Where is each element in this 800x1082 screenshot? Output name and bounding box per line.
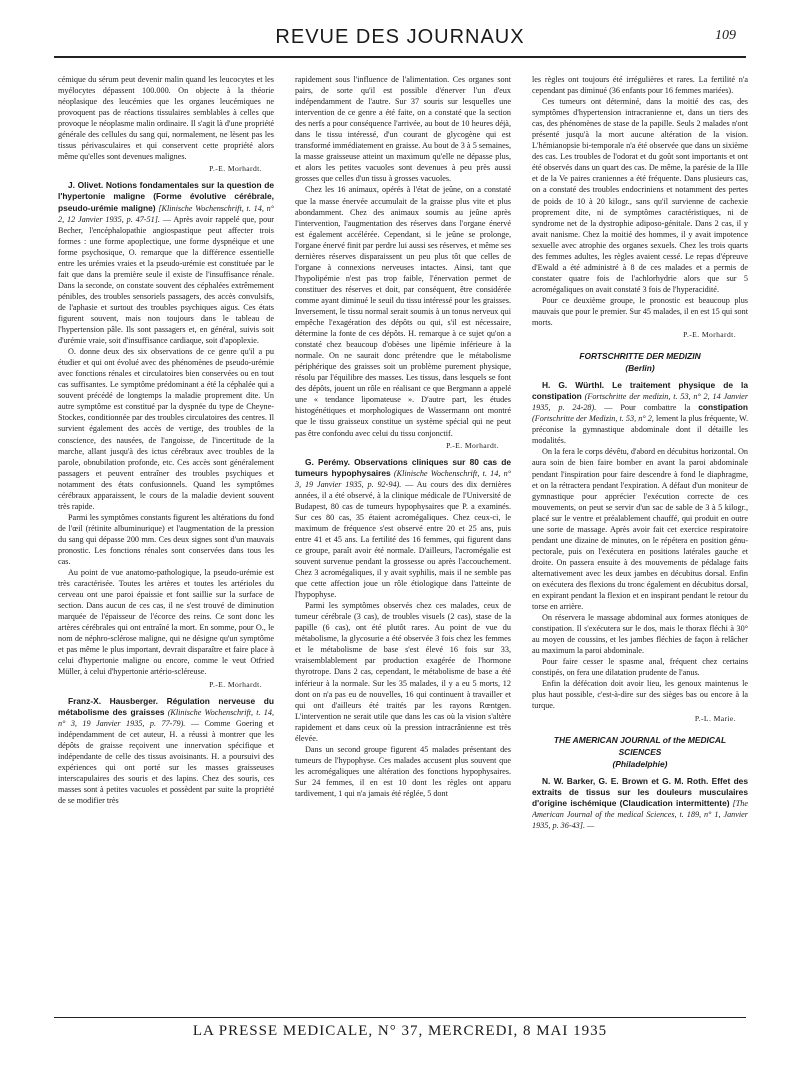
paragraph: Au point de vue anatomo-pathologique, la pseudo-urémie est très caractérisée. Toutes les artères et toutes les artérioles du cerveau ont une paroi épaissie et font saillie sur la surface de section. Dans aucun de ces cas, il ne s'est trouvé de diminution marquée de l'épaisseur de l'écorce des reins. Ce sont donc les artères cérébrales qui ont entraîné la mort. En somme, pour O., le nom de néphro-sclérose maligne, qui ne désigne qu'un symptôme et pas même le plus important, devrait disparaître et faire place à celui d'hypertonie maligne ou encore, comme le veut Otfried Müller, à celui d'hypertonie artério-scléreuse.	[58, 568, 274, 677]
article-heading: J. Olivet. Notions fondamentales sur la question de l'hypertonie maligne (Forme évolutive cérébrale, pseudo-urémie maligne)	[58, 180, 274, 213]
column-1	[58, 74, 274, 1010]
journal-section-heading	[532, 734, 748, 770]
paragraph: O. donne deux des six observations de ce genre qu'il a pu étudier et qui ont évolué avec des phénomènes de pseudo-urémie avec fonctions rénales et circulatoires bien conservées ou en tout cas suffisantes. Le symptôme prédominant a été la céphalée qui a souvent précédé de longtemps la maladie proprement dite. Un autre symptôme est constitué par la dyspnée du type de Cheyne-Stockes, conditionnée par des troubles circulatoires des centres. Il survient également des accès de vertige, des troubles de la conscience, des nausées, de l'angoisse, de l'incertitude de la marche, allant jusqu'à des ictus cérébraux avec troubles de la parole, obnubilation profonde, etc. Ces accès sont généralement passagers et peuvent entraîner des troubles psychiques et notamment des états confusionnels. Quand les symptômes cérébraux apparaissent, le cours de la maladie devient souvent très rapide.	[58, 347, 274, 511]
article-reference: [Klinische Wochenschrift, t. 14, n° 2, 12 Janvier 1935, p. 47-51].	[58, 203, 274, 224]
running-header	[54, 22, 746, 58]
paragraph: rapidement sous l'influence de l'alimentation. Ces organes sont pairs, de sorte qu'il est possible d'énerver l'un d'eux indépendamment de l'autre. Sur 37 souris sur lesquelles une intervention de ce genre a été faite, on a constaté que la section des nerfs a pour conséquence l'arrivée, au bout de 10 heures déjà, dans le tissu intéressé, d'un courant de glycogène qui est transformé immédiatement en graisse. Au bout de 3 à 5 semaines, la masse graisseuse atteint un maximum qu'elle ne dépasse plus, et alors les petites vacuoles sont devenues à peu près aussi grosses que celles d'un tissu à grosses vacuoles.	[295, 75, 511, 184]
column-2	[295, 74, 511, 1010]
paragraph: — Au cours des dix dernières années, il a été observé, à la clinique médicale de l'Université de Budapest, 80 cas de tumeurs hypophysaires que P. a examinés. Sur ces 80 cas, 35 étaient acromégaliques. Chez ceux-ci, le maximum de fréquence s'est observé entre 20 et 25 ans, puis entre 41 et 45 ans. La fertilité des 16 femmes, qui figurent dans ce groupe, paraît avoir été normale. D'ailleurs, l'acromégalie est souvent survenue pendant la grossesse ou après l'accouchement. Chez 3 acromégaliques, il y avait syphilis, mais il ne semble pas que cette affection joue un rôle étiologique dans l'atteinte de l'hypophyse.	[295, 479, 511, 600]
article-reference: [The American Journal of the medical Sciences, t. 189, n° 1, Janvier 1935, p. 36-43]. —	[532, 798, 748, 830]
column-3	[532, 74, 748, 1010]
paragraph: lement la plus fréquente, W. préconise la gymnastique abdominale dont il détaille les modalités.	[532, 414, 748, 446]
header-rule	[54, 56, 746, 58]
author-signature: P.-E. Morhardt.	[446, 440, 499, 450]
article-hausberger	[58, 696, 274, 806]
article-heading: N. W. Barker, G. E. Brown et G. M. Roth. Effet des extraits de tissus sur les douleurs musculaires d'origine ischémique (Claudication intermittente)	[532, 775, 748, 808]
paragraph: Pour faire cesser le spasme anal, fréquent chez certains constipés, on fera une dilatation prudente de l'anus.	[532, 657, 748, 678]
paragraph: — Après avoir rappelé que, pour Becher, l'encéphalopathie angiospastique peut affecter trois formes : une forme apoplectique, une forme dyspnéique et une forme psychosique, O. remarque que la différence essentielle entre les urémies vraies et la pseudo-urémie est constituée par le fait que dans la première seule il existe de l'insuffisance rénale. Dans la seconde, on constate souvent des céphalées extrêmement pénibles, des troubles sensoriels passagers, des accès convulsifs, de l'aphasie et surtout des troubles psychiques aigus. Ces états figurent souvent, mais non toujours dans le tableau de l'hypertension pâle. Ils sont passagers et, en général, suivis soit d'urémie vraie, soit d'insuffisance cardiaque, soit d'apoplexie.	[58, 214, 274, 346]
paragraph: On la fera le corps dévêtu, d'abord en décubitus horizontal. On aura soin de bien faire bomber en avant la paroi abdominale pendant l'inspiration pour faire descendre à fond le diaphragme, et on la rétractera pendant l'expiration. A défaut d'un moniteur de gymnastique pour apprécier l'exécution correcte de ces mouvements, on peut se servir d'un sac de sable de 3 à 5 kilogr., placé sur le ventre et préalablement chauffé, qui produit en outre une sorte de massage. Après avoir fait cet exercice respiratoire pendant une dizaine de minutes, on le répétera en position génu-pectorale, puis on l'exécutera en positions latérales gauche et droite. On passera ensuite à des mouvements de pédalage faits alternativement avec les deux jambes en décubitus dorsal. Enfin on exécutera des flexions du tronc également en décubitus dorsal, en expirant pendant la flexion et en inspirant pendant le retour du torse en arrière.	[532, 447, 748, 612]
article-peremy	[295, 457, 511, 601]
article-wurthl	[532, 380, 748, 446]
paragraph: Parmi les symptômes observés chez ces malades, ceux de tumeur cérébrale (3 cas), de troubles visuels (2 cas), stase de la papille (6 cas), ont été plutôt rares. Au point de vue du métabolisme, la glycosurie a été observée 3 fois chez les femmes et le métabolisme de base s'est élevé 16 fois sur 33, vraisemblablement par production exagérée de l'hormone thyrotrope. Dans 2 cas, cependant, le métabolisme de base a été inférieur à la normale. Sur les 35 malades, il y a eu 5 morts, 12 dont on n'a pas eu de nouvelles, 16 qui continuent à travailler et qui ont d'ailleurs été traités par les rayons Rœntgen. L'intervention ne serait utile que dans les cas où la vision s'altère rapidement et dans ceux où la pression intracrânienne est très élevée.	[295, 601, 511, 743]
journal-city: (Philadelphie)	[612, 758, 668, 769]
journal-name: THE AMERICAN JOURNAL of the MEDICAL SCIENCES	[553, 734, 727, 757]
footer-rule	[54, 1017, 746, 1018]
running-footer	[54, 1017, 746, 1047]
article-olivet	[58, 180, 274, 346]
paragraph: Chez les 16 animaux, opérés à l'état de jeûne, on a constaté que la masse énervée accumulait de la graisse plus vite et plus abondamment. Chez des animaux soumis au jeûne après l'intervention, l'augmentation des réserves dans l'organe énervé est également accélérée. Cependant, si le jeûne se prolonge, l'organe énervé finit par perdre lui aussi ses réserves, et même ses dernières réserves disparaissent un peu plus tôt que celles de l'organe à connexions nerveuses intactes. Ainsi, tant que l'hypolipémie n'est pas trop faible, l'énervation permet de constituer des réserves et doit, par conséquent, être considérée comme ayant diminué le seuil du tissu intéressé pour les graisses. Inversement, le tissu normal serait soumis à un tonus nerveux qui empêche l'exagération des dépôts ou qui, s'il est nécessaire, détermine la fonte de ces dépôts. H. remarque à ce sujet qu'on a constaté chez beaucoup d'obèses une lipémie inférieure à la normale. On ne saurait donc prétendre que le métabolisme périphérique des graisses soit un problème purement physique, résolu par l'équilibre des masses. Les tissus, dans lesquels se font des dépôts, jouent un rôle en réalisant ce que Bergmann a appelé une « tendance lipomateuse ». D'autre part, les études histogénétiques et morphologiques de Wassermann ont montré que le tissu graisseux constitue un système spécial qui ne peut pas être confondu avec celui du tissu conjonctif.	[295, 185, 511, 438]
article-heading: H. G. Würthl. Le traitement physique de la constipation	[532, 380, 748, 402]
article-columns	[58, 74, 748, 1010]
author-signature: P.-E. Morhardt.	[683, 330, 736, 340]
issue-line: LA PRESSE MEDICALE, N° 37, MERCREDI, 8 MAI 1935	[192, 1023, 608, 1039]
journal-section-heading	[532, 350, 748, 374]
journal-name: FORTSCHRITTE DER MEDIZIN	[579, 351, 701, 362]
author-signature: P.-L. Marie.	[694, 713, 736, 723]
paragraph: Ces tumeurs ont déterminé, dans la moitié des cas, des symptômes d'hypertension intracranienne et, dans un tiers des cas, des phénomènes de stase de la papille. Seuls 2 malades n'ont présenté jusqu'à la mort aucune altération de la vision. L'hémianopsie bi-temporale n'a été observée que dans un sixième des cas. Les troubles de l'odorat et du goût sont importants et ont été observés dans un quart des cas. De même, la parésie de la IIIe et de la Ve paires craniennes a été fréquente. Dans plusieurs cas, on a constaté des troubles endocriniens et notamment des pertes de poids de 10 à 20 kilogr., sans qu'il survienne de cachexie proprement dite, ni de symptômes caractéristiques, ni de syndrome net de la dystrophie adiposo-génitale. Dans 2 cas, il y avait nanisme. Chez la moitié des hommes, il y avait impotence sexuelle avec atrophie des organes sexuels. Chez les trois quarts des femmes adultes, les règles avaient cessé. Le repas d'épreuve d'Ewald a été administré à 8 de ces malades et a permis de constater quatre fois de l'achlorhydrie alors que sur 5 acromégaliques on avait constaté 3 fois de l'hyperacidité.	[532, 97, 748, 294]
journal-city: (Berlin)	[625, 363, 655, 374]
article-reference: (Fortschritte der medizin, t. 53, n° 2, 14 Janvier 1935, p. 24-28).	[532, 392, 748, 413]
author-signature: P.-E. Morhardt.	[209, 164, 262, 174]
article-reference: (Fortschritte der Medizin, t. 53, n° 2,	[532, 414, 654, 424]
paragraph: les règles ont toujours été irrégulières et rares. La fertilité n'a cependant pas diminué (36 enfants pour 16 femmes mariées).	[532, 75, 748, 96]
paragraph: Pour ce deuxième groupe, le pronostic est beaucoup plus mauvais que pour le premier. Sur 45 malades, il en est 15 qui sont morts.	[532, 295, 748, 328]
article-heading: G. Perémy. Observations cliniques sur 80 cas de tumeurs hypophysaires	[295, 456, 511, 478]
paragraph: Enfin la défécation doit avoir lieu, les genoux maintenus le plus haut possible, c'est-à-dire sur des sièges bas ou encore à la turque.	[532, 679, 748, 711]
paragraph: cémique du sérum peut devenir malin quand les leucocytes et les myélocytes dépassent 100.000. On objecte à la théorie néoplasique des leucémies que les organes leucémiques ne provoquent pas de réactions tissulaires semblables à celles que provoque le néoplasme malin ordinaire. Il s'agit là d'une propriété générale des cellules du sang qui, normalement, ne lèsent pas les tissus périvasculaires et qui conservent cette propriété alors même qu'elles sont devenues malignes.	[58, 75, 274, 162]
article-reference: (Klinische Wochenschrift, t. 14, n° 3, 19 Janvier 1935, p. 92-94).	[295, 468, 511, 489]
article-heading: Franz-X. Hausberger. Régulation nerveuse du métabolisme des graisses	[58, 695, 274, 717]
author-signature: P.-E. Morhardt.	[209, 679, 262, 689]
article-reference: (Klinische Wochenschrift, t. 14, n° 3, 19 Janvier 1935, p. 77-79).	[58, 707, 274, 728]
article-barker	[532, 776, 748, 831]
journal-section-title: REVUE DES JOURNAUX	[275, 26, 525, 48]
paragraph: — Comme Goering et indépendamment de cet auteur, H. a réussi à montrer que les dépôts de graisse reçoivent une innervation spécifique et indépendante de celle des tissus avoisinants. H. a poursuivi des expériences qui ont porté sur les masses graisseuses interscapulaires des souris et des lapins. Chez des souris, ces masses sont à petites vacuoles et possèdent par suite la propriété de se modifier très	[58, 718, 274, 805]
paragraph: — Pour combattre la	[604, 403, 691, 413]
article-heading: constipation	[698, 402, 748, 413]
paragraph: Dans un second groupe figurent 45 malades présentant des tumeurs de l'hypophyse. Ces malades accusent plus souvent que les acromégaliques une altération des fonctions hypophysaires. Sur 24 femmes, il en est 10 dont les règles ont apparu tardivement, 1 qui n'a jamais été réglée, 5 dont	[295, 744, 511, 798]
page-number: 109	[715, 28, 736, 43]
paragraph: On réservera le massage abdominal aux formes atoniques de constipation. Il s'exécutera sur le dos, mais le thorax fléchi à 30° au moyen de coussins, et les jambes fléchies de façon à relâcher au maximum la paroi abdominale.	[532, 613, 748, 656]
paragraph: Parmi les symptômes constants figurent les altérations du fond de l'œil (rétinite albuminurique) et l'augmentation de la pression du sang qui dépasse 200 mm. Ces deux signes sont d'un mauvais pronostic. Les fonctions rénales sont conservées dans tous les cas.	[58, 512, 274, 567]
